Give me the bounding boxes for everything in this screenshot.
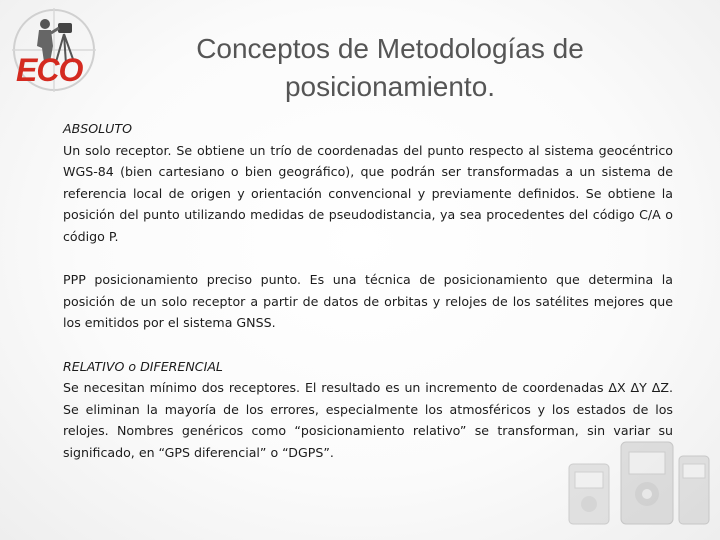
section-heading-absoluto: ABSOLUTO: [63, 121, 133, 136]
page-title: Conceptos de Metodologías de posicionamiento.: [196, 33, 584, 102]
paragraph-spacer: [63, 248, 673, 270]
paragraph-spacer: [63, 334, 673, 356]
section-body-relativo: Se necesitan mínimo dos receptores. El resultado es un incremento de coordenadas ΔX ΔY ΔZ. Se eliminan la mayoría de los errores, especialmente los atmosféricos y los estados de los relojes. Nombres genéricos como “posicionamiento relativo” se transforman, sin variar su significado, en “GPS diferencial” o “DGPS”.: [63, 380, 673, 460]
eco-logo: [8, 6, 102, 96]
section-heading-relativo: RELATIVO o DIFERENCIAL: [63, 358, 223, 374]
logo-text: ECO: [16, 52, 83, 88]
section-body-ppp: PPP posicionamiento preciso punto. Es una técnica de posicionamiento que determina la posición de un solo receptor a partir de datos de orbitas y relojes de los satélites mejores que los emitidos por el sistema GNSS.: [63, 272, 673, 331]
section-body-absoluto: Un solo receptor. Se obtiene un trío de coordenadas del punto respecto al sistema geocéntrico WGS-84 (bien cartesiano o bien geográfico), que podrán ser transformadas a un sistema de referencia local de origen y orientación convencional y previamente definidos. Se obtiene la posición del punto utilizando medidas de pseudodistancia, ya sea procedentes del código C/A o código P.: [63, 142, 673, 244]
main-content: [63, 118, 673, 464]
